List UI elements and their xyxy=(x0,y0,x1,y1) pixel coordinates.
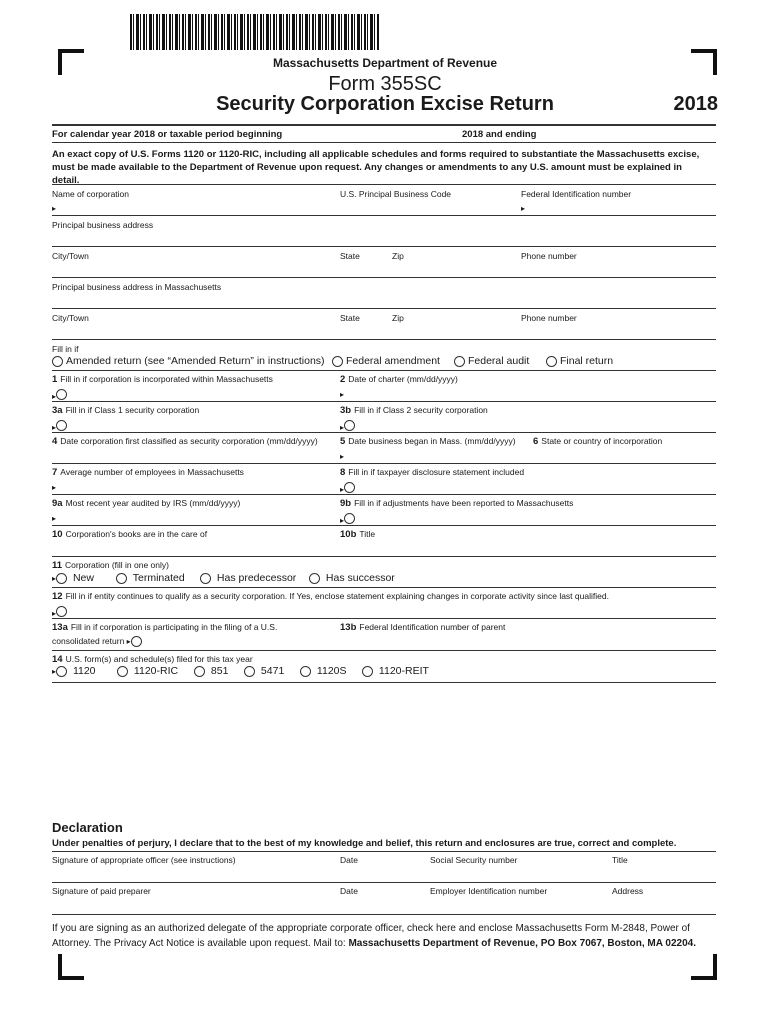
radio-button[interactable] xyxy=(344,482,355,493)
radio-button[interactable] xyxy=(454,356,465,367)
period-ending-label: 2018 and ending xyxy=(462,129,537,140)
ma-address-label: Principal business address in Massachusetts xyxy=(52,282,222,292)
line-7-label: 7 Average number of employees in Massachusetts xyxy=(52,467,244,478)
declaration-statement: Under penalties of perjury, I declare that to the best of my knowledge and belief, this return and enclosures are true, correct and complete. xyxy=(52,838,677,849)
line-13a-label: 13a Fill in if corporation is participating in the filing of a U.S. xyxy=(52,622,278,633)
radio-button[interactable] xyxy=(117,666,128,677)
final-return-option[interactable]: Final return xyxy=(546,355,613,367)
notice-text: An exact copy of U.S. Forms 1120 or 1120-RIC, including all applicable schedules and forms required to substantiate the Massachusetts excise, must be made available to the Department of Revenue upon request. Any changes or amendments to any U.S. amount must be explained in detail. xyxy=(52,149,700,186)
city-field-line-2[interactable] xyxy=(52,339,716,340)
phone-label-2: Phone number xyxy=(521,313,577,323)
line-11-new-option[interactable]: ▸ New xyxy=(52,572,94,584)
line-10b-label: 10b Title xyxy=(340,529,376,540)
radio-button[interactable] xyxy=(300,666,311,677)
line-9b-label: 9b Fill in if adjustments have been reported to Massachusetts xyxy=(340,498,574,509)
ein-label: Employer Identification number xyxy=(430,886,548,896)
name-of-corporation-label: Name of corporation xyxy=(52,189,130,199)
preparer-signature-line[interactable] xyxy=(52,914,716,915)
department-name: Massachusetts Department of Revenue xyxy=(272,56,498,70)
arrow-icon: ▸ xyxy=(52,204,57,213)
radio-button[interactable] xyxy=(56,666,67,677)
crop-mark-bottom-left xyxy=(58,954,84,980)
ma-address-field-line[interactable] xyxy=(52,308,716,309)
city-label-2: City/Town xyxy=(52,313,89,323)
divider xyxy=(52,184,716,185)
line-14-1120reit-option[interactable]: 1120-REIT xyxy=(362,665,429,677)
divider xyxy=(52,142,716,143)
divider xyxy=(52,851,716,852)
form-title: Security Corporation Excise Return xyxy=(216,93,554,115)
business-code-label: U.S. Principal Business Code xyxy=(340,189,452,199)
line-14-1120-option[interactable]: ▸ 1120 xyxy=(52,665,96,677)
divider xyxy=(52,556,716,557)
line-11-label: 11 Corporation (fill in one only) xyxy=(52,560,169,571)
period-beginning-label: For calendar year 2018 or taxable period beginning xyxy=(52,129,283,140)
line-4-label: 4 Date corporation first classified as security corporation (mm/dd/yyyy) xyxy=(52,436,318,447)
radio-button[interactable] xyxy=(56,420,67,431)
divider xyxy=(52,432,716,433)
radio-button[interactable] xyxy=(546,356,557,367)
officer-signature-line[interactable] xyxy=(52,882,716,883)
radio-button[interactable] xyxy=(200,573,211,584)
zip-label-2: Zip xyxy=(392,313,404,323)
arrow-icon: ▸ xyxy=(340,390,345,399)
arrow-icon: ▸ xyxy=(340,485,345,494)
fill-in-if-label: Fill in if xyxy=(52,344,79,354)
line-14-1120ric-option[interactable]: 1120-RIC xyxy=(117,665,178,677)
title-label: Title xyxy=(612,855,628,865)
line-6-label: 6 State or country of incorporation xyxy=(533,436,663,447)
radio-button[interactable] xyxy=(344,513,355,524)
name-field-line[interactable] xyxy=(52,215,716,216)
line-14-label: 14 U.S. form(s) and schedule(s) filed for this tax year xyxy=(52,654,253,665)
business-address-label: Principal business address xyxy=(52,220,154,230)
address-label: Address xyxy=(612,886,644,896)
federal-audit-option[interactable]: Federal audit xyxy=(454,355,529,367)
footer-text: If you are signing as an authorized delegate of the appropriate corporate officer, check here and enclose Massachusetts Form M-2848, Power of Attorney. The Privacy Act Notice is available upon request. Mail to: Massachusetts Department of Revenue, PO Box 7067, Boston, MA 02204. xyxy=(52,923,696,949)
arrow-icon: ▸ xyxy=(340,452,345,461)
line-11-predecessor-option[interactable]: Has predecessor xyxy=(200,572,296,584)
radio-button[interactable] xyxy=(116,573,127,584)
divider xyxy=(52,463,716,464)
radio-button[interactable] xyxy=(309,573,320,584)
line-14-851-option[interactable]: 851 xyxy=(194,665,228,677)
arrow-icon: ▸ xyxy=(126,637,131,646)
arrow-icon: ▸ xyxy=(521,204,526,213)
arrow-icon: ▸ xyxy=(52,609,57,618)
arrow-icon: ▸ xyxy=(340,516,345,525)
zip-label: Zip xyxy=(392,251,404,261)
divider xyxy=(52,587,716,588)
divider xyxy=(52,401,716,402)
line-10-label: 10 Corporation's books are in the care of xyxy=(52,529,208,540)
amended-return-option[interactable]: Amended return (see “Amended Return” in instructions) xyxy=(52,355,325,367)
form-number: Form 355SC xyxy=(328,73,442,95)
mailing-address: Massachusetts Department of Revenue, PO Box 7067, Boston, MA 02204. xyxy=(348,938,696,949)
radio-button[interactable] xyxy=(56,606,67,617)
line-9a-label: 9a Most recent year audited by IRS (mm/dd/yyyy) xyxy=(52,498,241,509)
radio-button[interactable] xyxy=(56,573,67,584)
radio-button[interactable] xyxy=(332,356,343,367)
radio-button[interactable] xyxy=(131,636,142,647)
arrow-icon: ▸ xyxy=(52,483,57,492)
divider xyxy=(52,525,716,526)
line-11-successor-option[interactable]: Has successor xyxy=(309,572,395,584)
radio-button[interactable] xyxy=(56,389,67,400)
arrow-icon: ▸ xyxy=(52,514,57,523)
line-14-5471-option[interactable]: 5471 xyxy=(244,665,284,677)
divider xyxy=(52,494,716,495)
date-label-2: Date xyxy=(340,886,358,896)
arrow-icon: ▸ xyxy=(52,392,57,401)
address-field-line[interactable] xyxy=(52,246,716,247)
divider xyxy=(52,682,716,683)
city-label: City/Town xyxy=(52,251,89,261)
tax-year: 2018 xyxy=(673,93,718,115)
radio-button[interactable] xyxy=(362,666,373,677)
ssn-label: Social Security number xyxy=(430,855,518,865)
line-2-label: 2 Date of charter (mm/dd/yyyy) xyxy=(340,374,458,385)
state-label: State xyxy=(340,251,360,261)
radio-button[interactable] xyxy=(344,420,355,431)
radio-button[interactable] xyxy=(52,356,63,367)
state-label-2: State xyxy=(340,313,360,323)
line-3b-label: 3b Fill in if Class 2 security corporation xyxy=(340,405,488,416)
preparer-signature-label: Signature of paid preparer xyxy=(52,886,151,896)
federal-amendment-option[interactable]: Federal amendment xyxy=(332,355,440,367)
arrow-icon: ▸ xyxy=(52,423,57,432)
officer-signature-label: Signature of appropriate officer (see instructions) xyxy=(52,855,236,865)
arrow-icon: ▸ xyxy=(52,667,57,676)
city-field-line[interactable] xyxy=(52,277,716,278)
declaration-heading: Declaration xyxy=(52,820,123,835)
phone-label: Phone number xyxy=(521,251,577,261)
header-rule xyxy=(52,124,716,126)
date-label: Date xyxy=(340,855,358,865)
line-14-1120s-option[interactable]: 1120S xyxy=(300,665,347,677)
radio-button[interactable] xyxy=(194,666,205,677)
line-1-label: 1 Fill in if corporation is incorporated within Massachusetts xyxy=(52,374,273,385)
barcode xyxy=(130,14,380,50)
arrow-icon: ▸ xyxy=(52,574,57,583)
radio-button[interactable] xyxy=(244,666,255,677)
line-13a-radio[interactable]: consolidated return ▸ xyxy=(52,636,145,647)
line-11-terminated-option[interactable]: Terminated xyxy=(116,572,185,584)
line-12-label: 12 Fill in if entity continues to qualify as a security corporation. If Yes, enclose statement explaining changes in corporate activity since last qualified. xyxy=(52,591,609,602)
line-8-label: 8 Fill in if taxpayer disclosure statement included xyxy=(340,467,525,478)
divider xyxy=(52,650,716,651)
line-5-label: 5 Date business began in Mass. (mm/dd/yyyy) xyxy=(340,436,516,447)
fein-label: Federal Identification number xyxy=(521,189,632,199)
arrow-icon: ▸ xyxy=(340,423,345,432)
line-13b-label: 13b Federal Identification number of parent xyxy=(340,622,506,633)
crop-mark-bottom-right xyxy=(691,954,717,980)
divider xyxy=(52,370,716,371)
line-3a-label: 3a Fill in if Class 1 security corporation xyxy=(52,405,200,416)
divider xyxy=(52,618,716,619)
